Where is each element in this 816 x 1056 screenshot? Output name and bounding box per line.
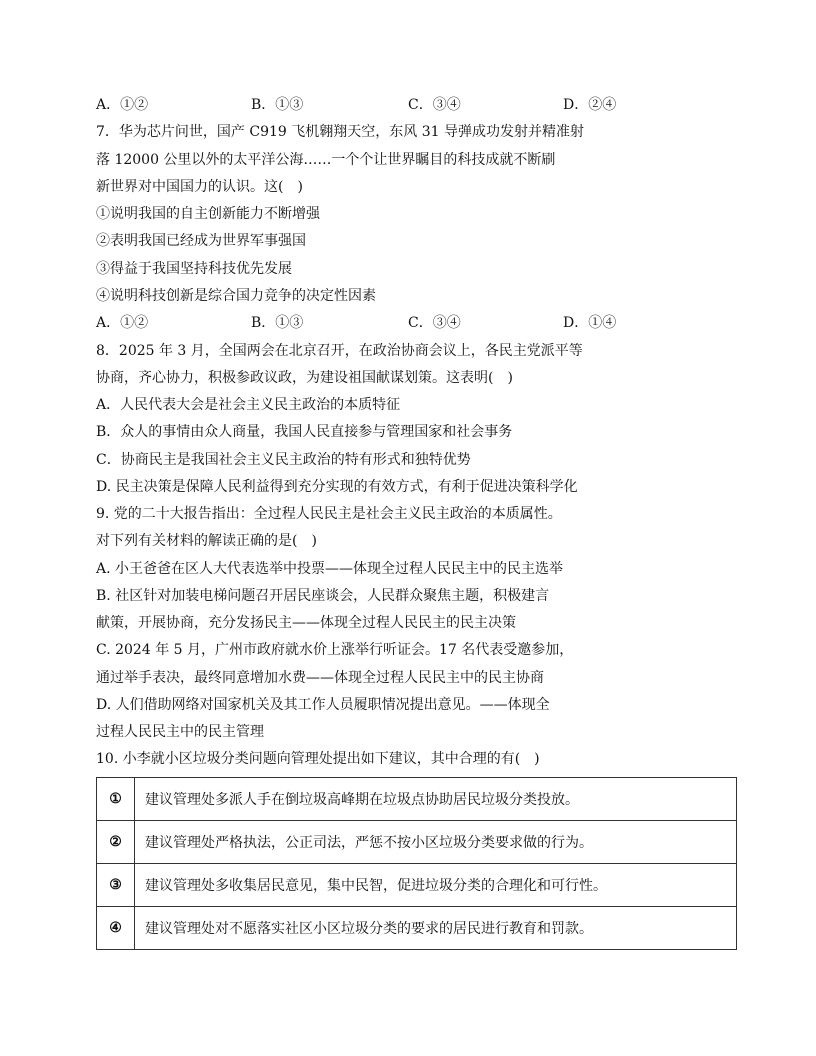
- option-c[interactable]: C．③④: [408, 315, 461, 331]
- prev-question-options: [96, 95, 636, 115]
- q8-option-c[interactable]: C．协商民主是我国社会主义民主政治的特有形式和独特优势: [96, 452, 471, 468]
- option-d[interactable]: D．②④: [563, 97, 617, 113]
- row-number: ①: [97, 778, 135, 821]
- option-a[interactable]: A．①②: [96, 97, 149, 113]
- q7-stem-line-3: 新世界对中国国力的认识。这( ): [96, 179, 303, 195]
- q7-statement-1: ①说明我国的自主创新能力不断增强: [96, 206, 320, 222]
- q9-stem-line-2: 对下列有关材料的解读正确的是( ): [96, 533, 317, 549]
- q7-stem-line-2: 落 12000 公里以外的太平洋公海……一个个让世界瞩目的科技成就不断刷: [96, 152, 556, 168]
- table-row: [97, 864, 737, 907]
- q9-option-b-line-1[interactable]: B. 社区针对加装电梯问题召开居民座谈会，人民群众聚焦主题，积极建言: [96, 588, 550, 604]
- q7-statement-3: ③得益于我国坚持科技优先发展: [96, 261, 292, 277]
- q7-stem-line-1: 7．华为芯片问世，国产 C919 飞机翱翔天空，东风 31 导弹成功发射并精准射: [96, 124, 584, 140]
- option-c[interactable]: C．③④: [408, 97, 461, 113]
- row-text: 建议管理处严格执法，公正司法，严惩不按小区垃圾分类要求做的行为。: [135, 821, 737, 864]
- row-number: ④: [97, 907, 135, 950]
- option-d[interactable]: D．①④: [563, 315, 617, 331]
- q9-stem-line-1: 9. 党的二十大报告指出：全过程人民民主是社会主义民主政治的本质属性。: [96, 506, 562, 522]
- q8-option-a[interactable]: A．人民代表大会是社会主义民主政治的本质特征: [96, 397, 401, 413]
- q8-option-b[interactable]: B．众人的事情由众人商量，我国人民直接参与管理国家和社会事务: [96, 424, 513, 440]
- q8-stem-line-1: 8．2025 年 3 月，全国两会在北京召开，在政治协商会议上，各民主党派平等: [96, 343, 583, 359]
- q9-option-c-line-2[interactable]: 通过举手表决，最终同意增加水费——体现全过程人民民主中的民主协商: [96, 670, 544, 686]
- table-row: [97, 778, 737, 821]
- q10-stem: 10. 小李就小区垃圾分类问题向管理处提出如下建议，其中合理的有( ): [96, 751, 540, 767]
- q7-statement-2: ②表明我国已经成为世界军事强国: [96, 233, 306, 249]
- row-number: ③: [97, 864, 135, 907]
- row-text: 建议管理处多派人手在倒垃圾高峰期在垃圾点协助居民垃圾分类投放。: [135, 778, 737, 821]
- q10-suggestion-table: [96, 777, 737, 950]
- q9-option-b-line-2[interactable]: 献策，开展协商，充分发扬民主——体现全过程人民民主的民主决策: [96, 615, 516, 631]
- q9-option-d-line-2[interactable]: 过程人民民主中的民主管理: [96, 724, 264, 740]
- table-row: [97, 821, 737, 864]
- q7-options: [96, 313, 636, 333]
- option-a[interactable]: A．①②: [96, 315, 149, 331]
- q9-option-d-line-1[interactable]: D. 人们借助网络对国家机关及其工作人员履职情况提出意见。——体现全: [96, 697, 550, 713]
- q8-option-d[interactable]: D. 民主决策是保障人民利益得到充分实现的有效方式，有利于促进决策科学化: [96, 479, 578, 495]
- row-text: 建议管理处对不愿落实社区小区垃圾分类的要求的居民进行教育和罚款。: [135, 907, 737, 950]
- row-text: 建议管理处多收集居民意见，集中民智，促进垃圾分类的合理化和可行性。: [135, 864, 737, 907]
- q8-stem-line-2: 协商，齐心协力，积极参政议政，为建设祖国献谋划策。这表明( ): [96, 370, 513, 386]
- row-number: ②: [97, 821, 135, 864]
- table-row: [97, 907, 737, 950]
- q9-option-c-line-1[interactable]: C. 2024 年 5 月，广州市政府就水价上涨举行听证会。17 名代表受邀参加，: [96, 642, 574, 658]
- q9-option-a[interactable]: A. 小王爸爸在区人大代表选举中投票——体现全过程人民民主中的民主选举: [96, 561, 564, 577]
- q7-statement-4: ④说明科技创新是综合国力竞争的决定性因素: [96, 288, 376, 304]
- option-b[interactable]: B．①③: [251, 315, 304, 331]
- option-b[interactable]: B．①③: [251, 97, 304, 113]
